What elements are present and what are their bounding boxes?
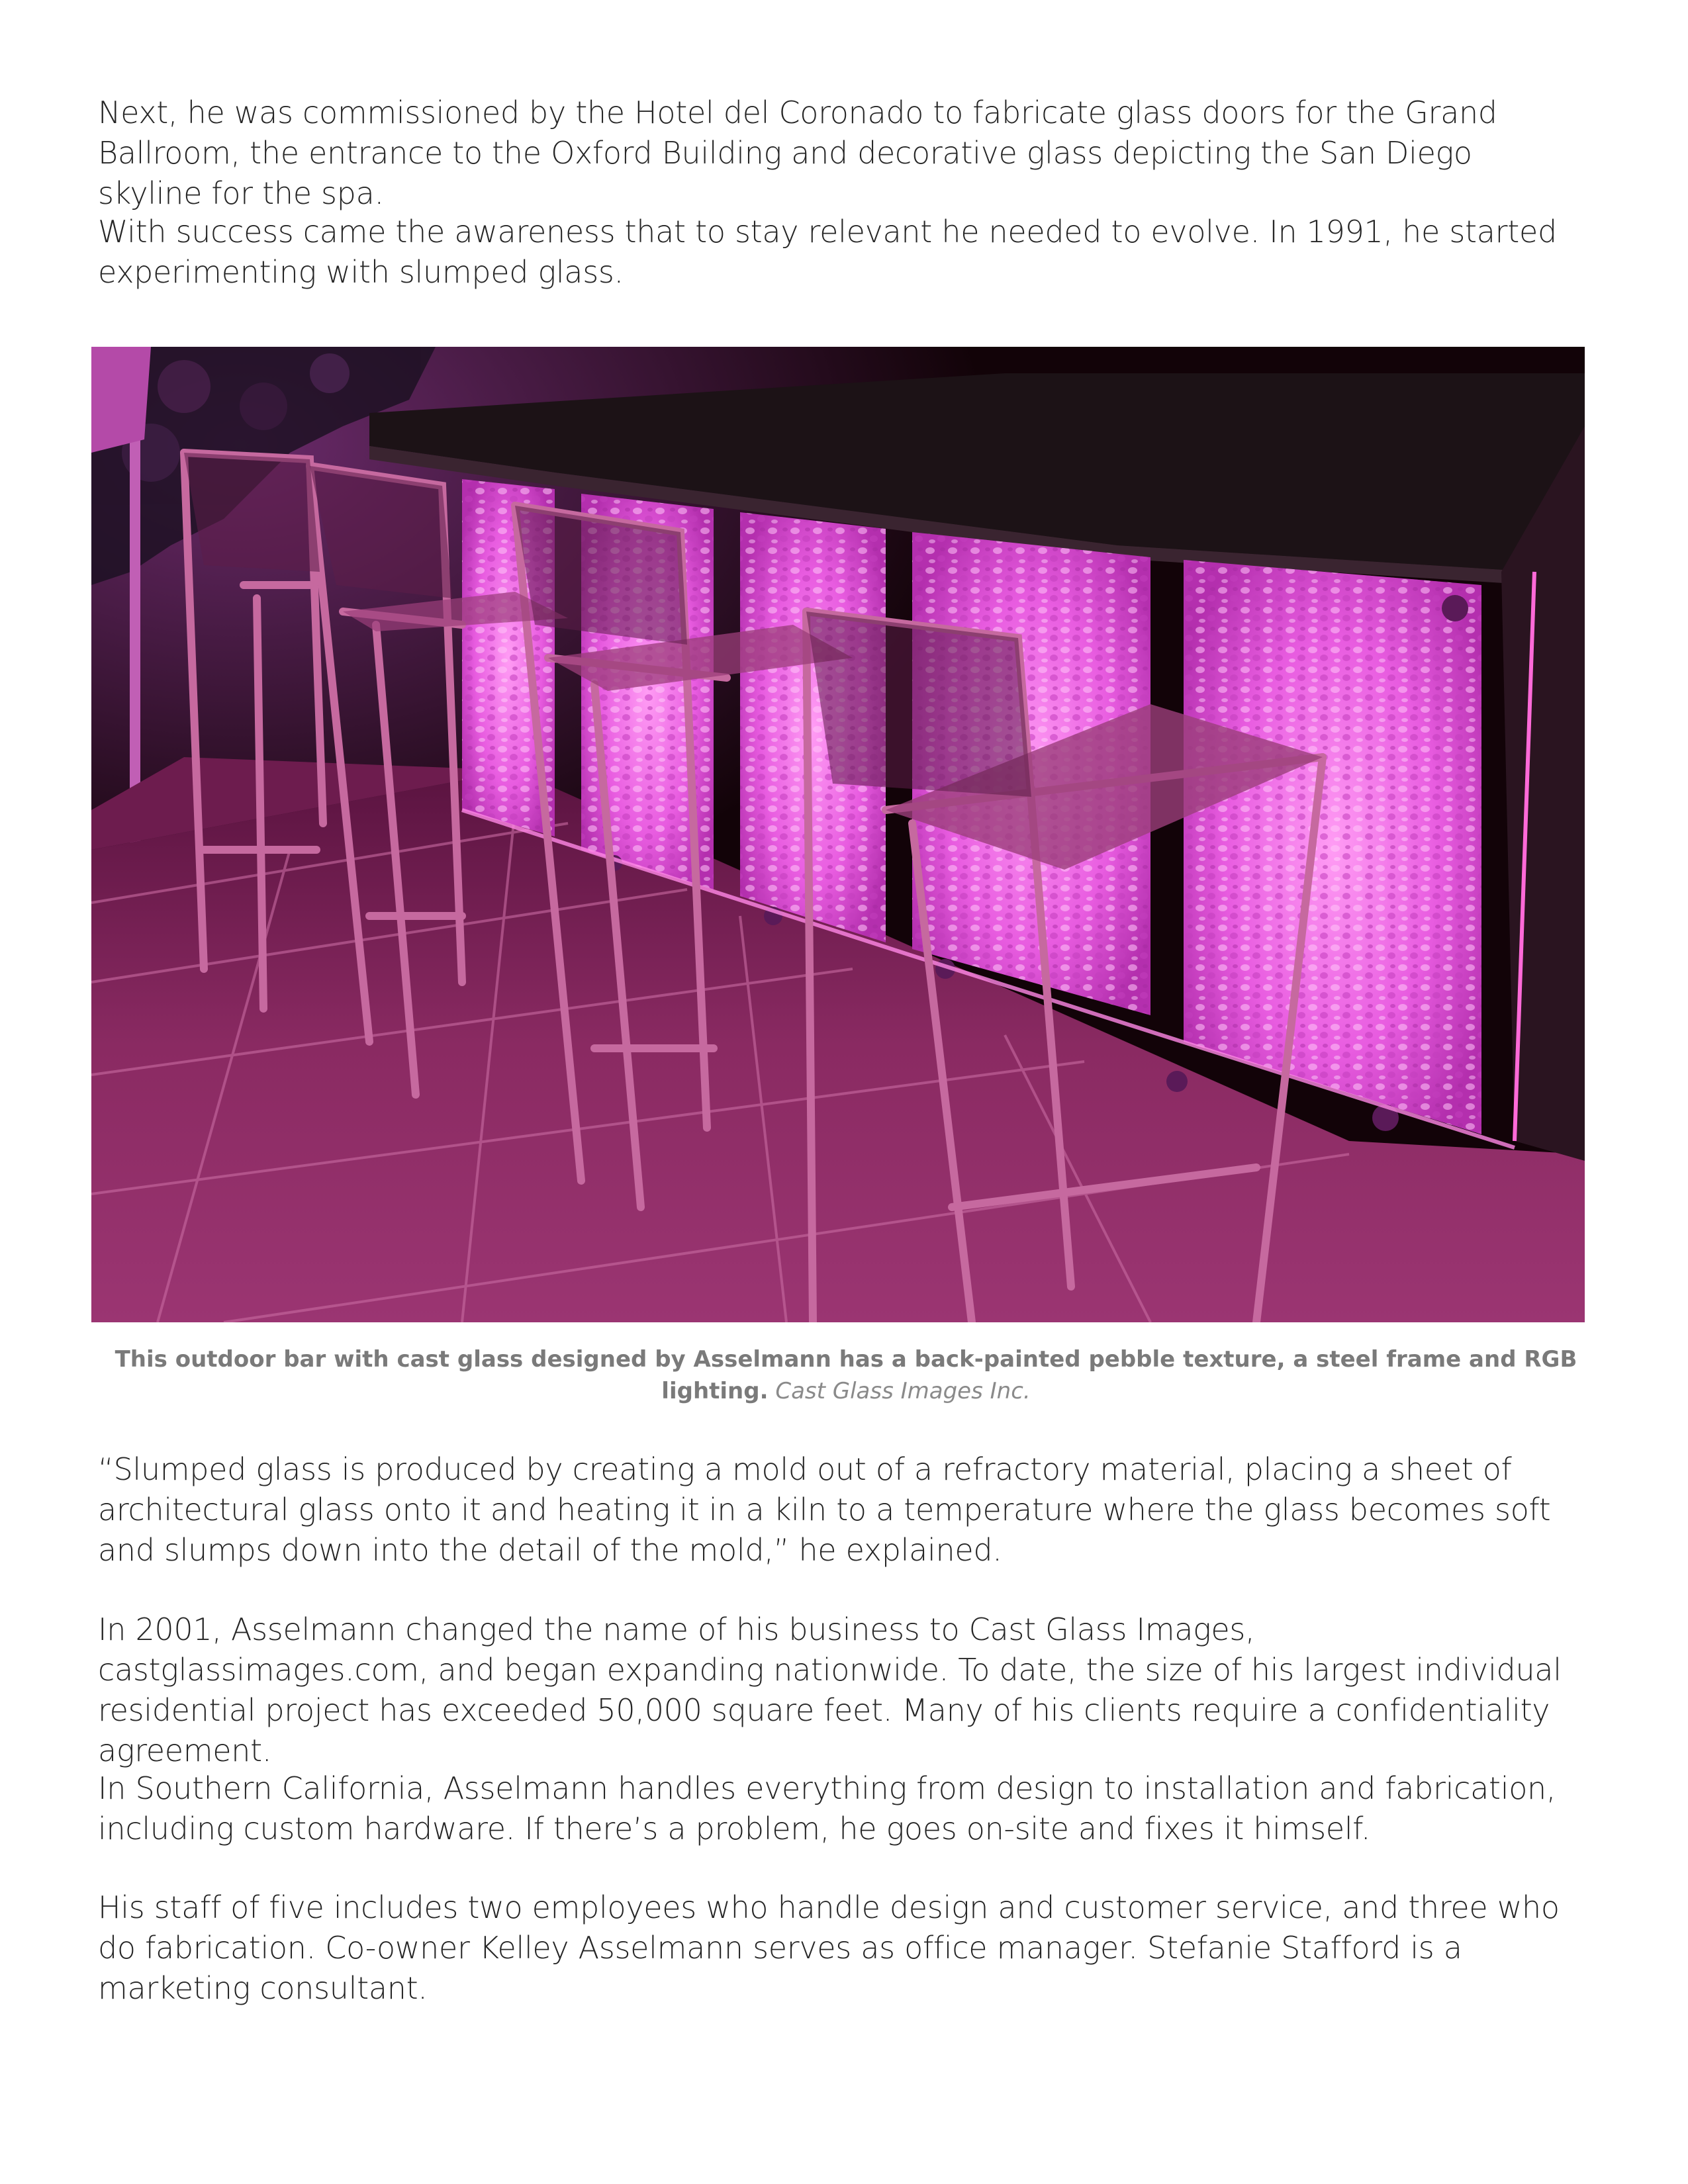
- photo-caption: [98, 1343, 1594, 1407]
- paragraph-slumped-glass-quote: “Slumped glass is produced by creating a mold out of a refractory material, placing a sheet of architectural glass onto it and heating it in a kiln to a temperature where the glass becomes soft and slumps down into the detail of the mold,” he explained.: [98, 1451, 1551, 1568]
- outdoor-bar-illustration: [91, 347, 1585, 1322]
- paragraph-staff: His staff of five includes two employees who handle design and customer service, and three who do fabrication. Co-owner Kelley Asselmann serves as office manager. Stefanie Stafford is a marketing consultant.: [98, 1889, 1560, 2006]
- paragraph-slumped-glass-start: With success came the awareness that to stay relevant he needed to evolve. In 1991, he started experimenting with slumped glass.: [98, 214, 1557, 290]
- caption-credit: Cast Glass Images Inc.: [775, 1378, 1031, 1404]
- caption-description: This outdoor bar with cast glass designed by Asselmann has a back-painted pebble texture, a steel frame and RGB lighting.: [115, 1346, 1577, 1404]
- paragraph-hotel-commission: Next, he was commissioned by the Hotel del Coronado to fabricate glass doors for the Grand Ballroom, the entrance to the Oxford Building and decorative glass depicting the San Diego skyline for the spa.: [98, 95, 1497, 211]
- paragraph-southern-california: In Southern California, Asselmann handles everything from design to installation and fabrication, including custom hardware. If there’s a problem, he goes on-site and fixes it himself.: [98, 1770, 1556, 1846]
- outdoor-bar-photo: [91, 347, 1585, 1322]
- paragraph-business-name: In 2001, Asselmann changed the name of his business to Cast Glass Images, castglassimages.com, and began expanding nationwide. To date, the size of his largest individual residential project has exceeded 50,000 square feet. Many of his clients require a confidentiality agreement.: [98, 1612, 1562, 1768]
